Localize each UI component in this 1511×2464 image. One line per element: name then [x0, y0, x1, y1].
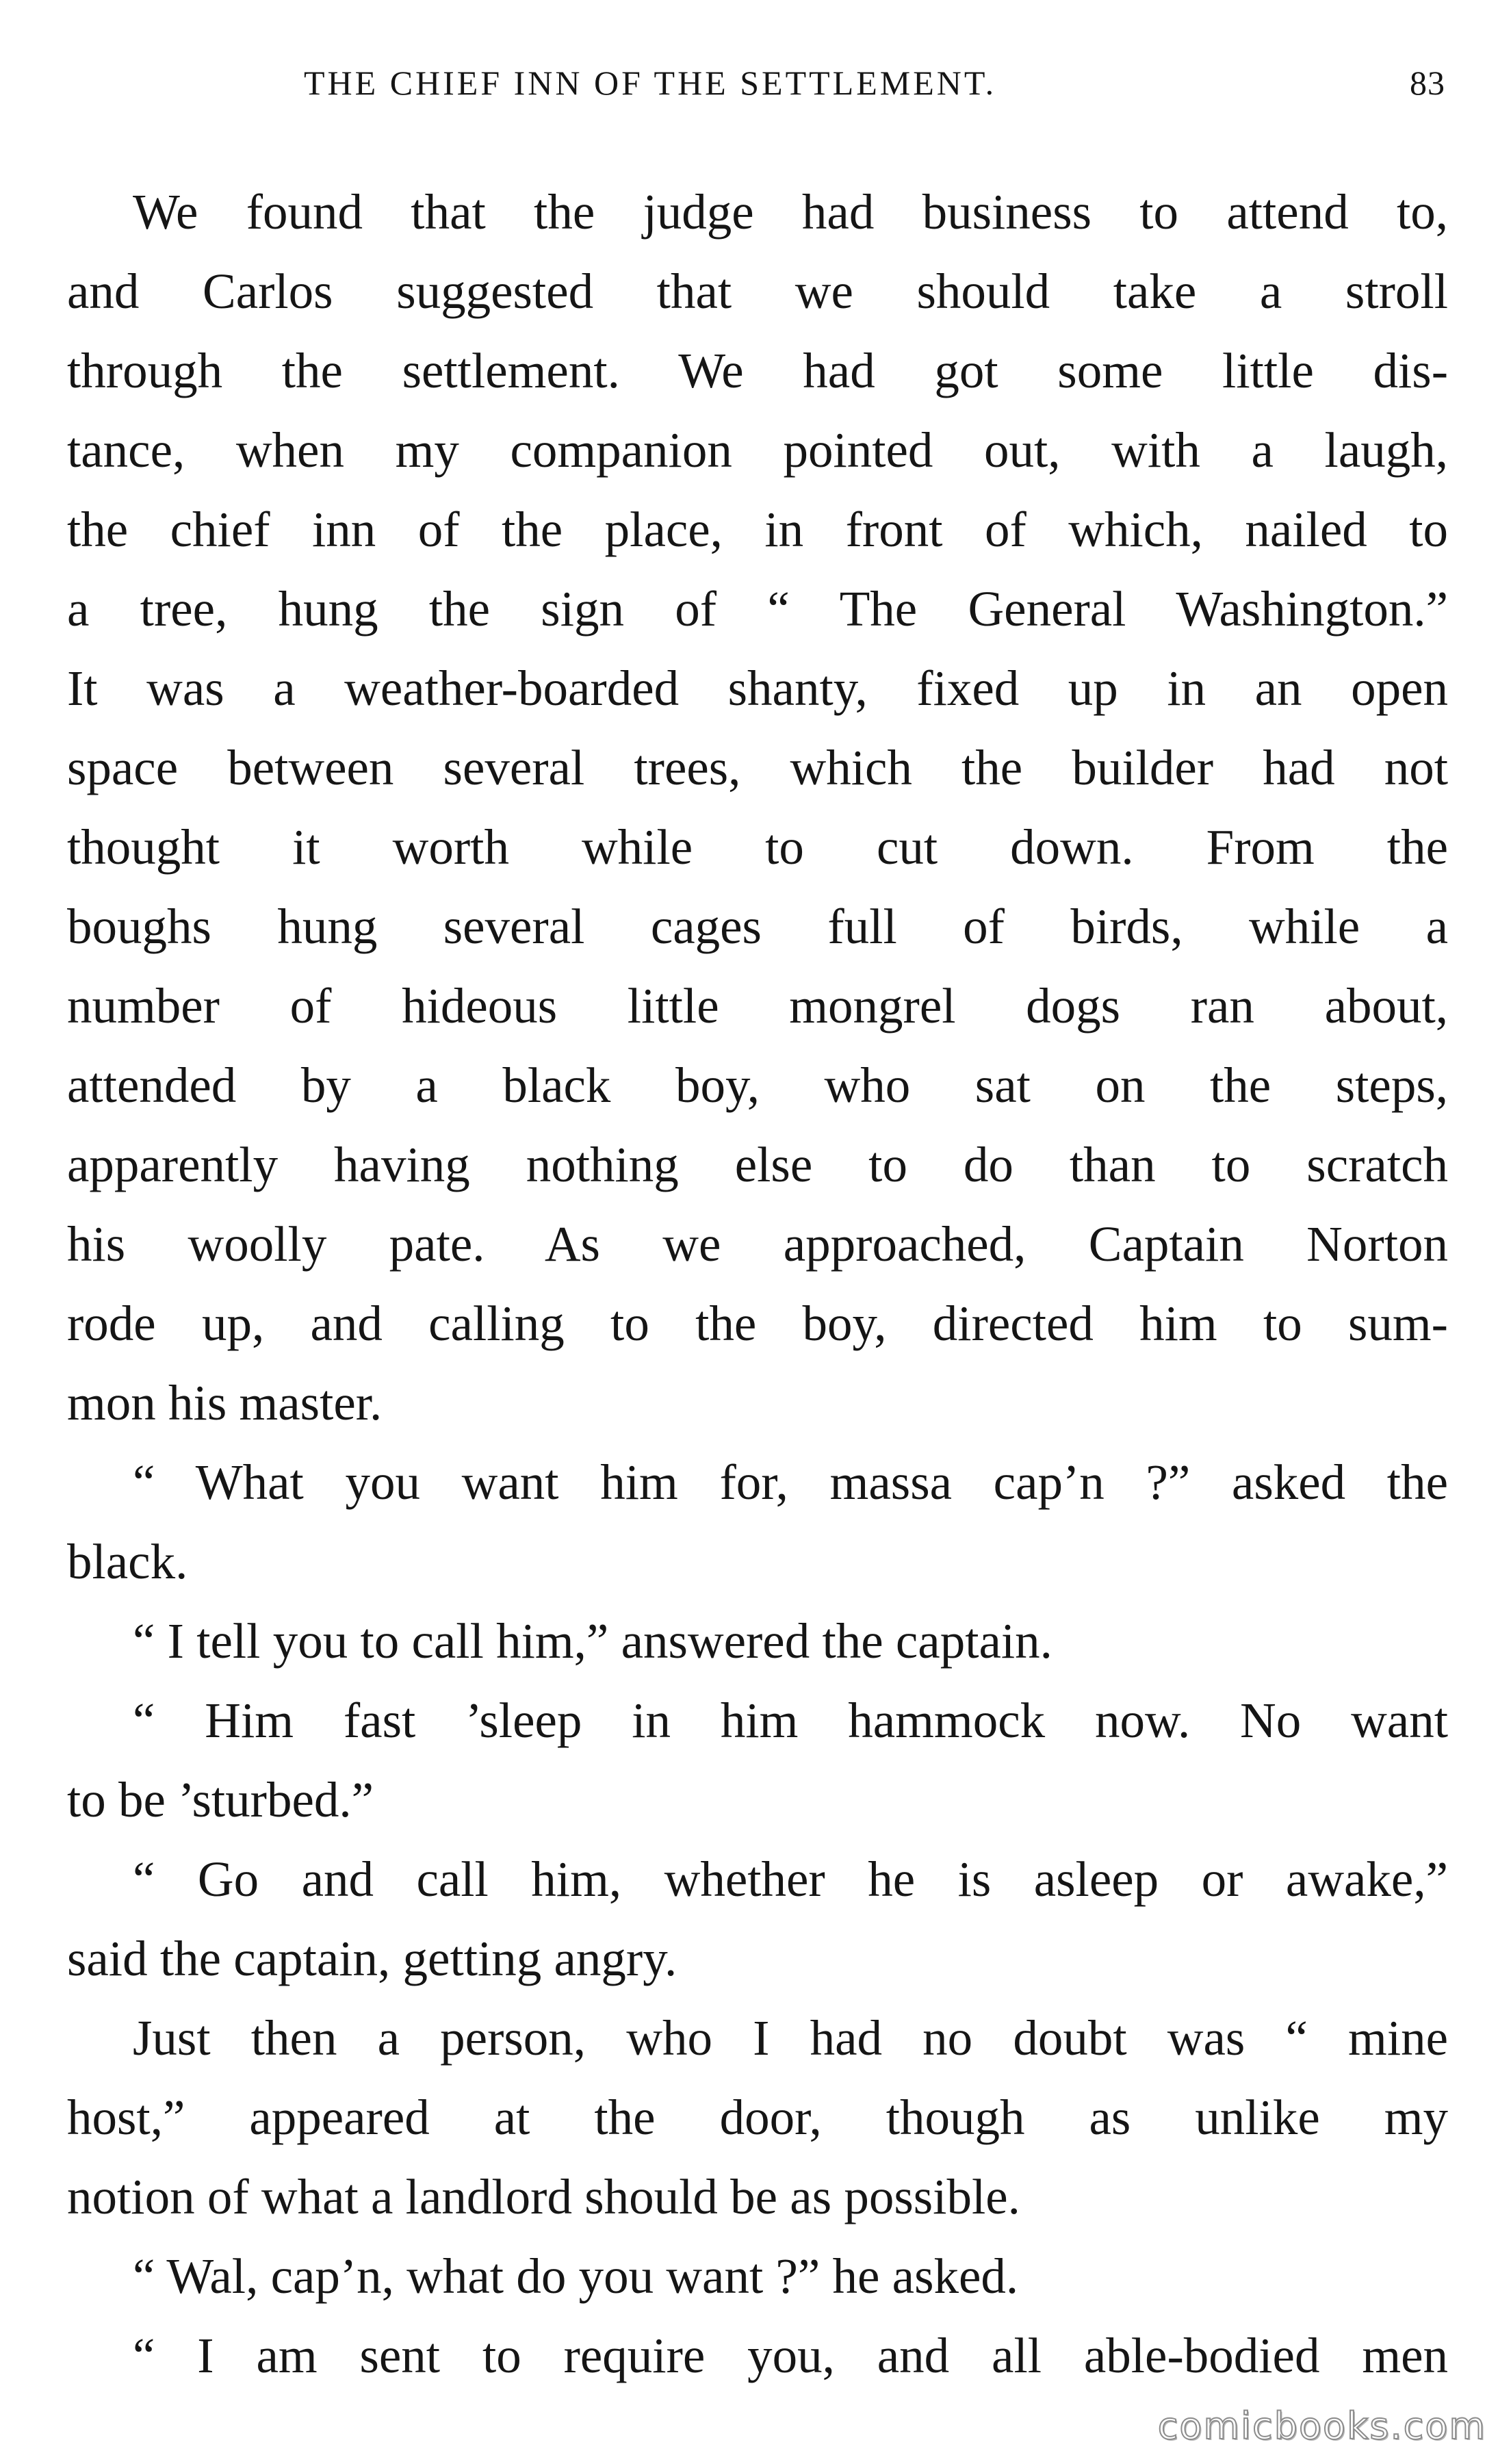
- text-line: notion of what a landlord should be as possible.: [67, 2169, 1020, 2224]
- text-line: attended by a black boy, who sat on the steps,: [67, 1057, 1448, 1113]
- text-line: a tree, hung the sign of “ The General Washington.”: [67, 581, 1448, 637]
- text-line: host,” appeared at the door, though as unlike my: [67, 2090, 1448, 2145]
- text-line: tance, when my companion pointed out, with a laugh,: [67, 422, 1448, 478]
- text-line: to be ’sturbed.”: [67, 1772, 374, 1827]
- running-header: [67, 63, 1445, 111]
- text-line: space between several trees, which the builder had not: [67, 740, 1448, 795]
- text-line: “ Him fast ’sleep in him hammock now. No want: [133, 1693, 1448, 1748]
- text-line: “ Go and call him, whether he is asleep or awake,”: [133, 1851, 1448, 1907]
- watermark-logo: comicbooks.com: [1157, 2404, 1486, 2448]
- text-line: number of hideous little mongrel dogs ran about,: [67, 978, 1448, 1034]
- text-line: through the settlement. We had got some little dis-: [67, 343, 1448, 398]
- chapter-running-title: THE CHIEF INN OF THE SETTLEMENT.: [304, 64, 997, 102]
- text-line: rode up, and calling to the boy, directed him to sum-: [67, 1296, 1448, 1351]
- page-number: 83: [1410, 64, 1445, 102]
- text-line: and Carlos suggested that we should take a stroll: [67, 264, 1448, 319]
- text-line: black.: [67, 1534, 188, 1589]
- text-line: “ I tell you to call him,” answered the captain.: [133, 1613, 1052, 1669]
- text-line: boughs hung several cages full of birds, while a: [67, 899, 1448, 954]
- text-line: “ Wal, cap’n, what do you want ?” he asked.: [133, 2248, 1019, 2304]
- text-line: mon his master.: [67, 1375, 383, 1430]
- text-line: his woolly pate. As we approached, Captain Norton: [67, 1216, 1448, 1272]
- text-line: thought it worth while to cut down. From the: [67, 819, 1448, 875]
- text-line: said the captain, getting angry.: [67, 1931, 677, 1986]
- text-line: We found that the judge had business to attend to,: [133, 184, 1448, 240]
- page-body-text: [67, 172, 1448, 2396]
- text-line: It was a weather-boarded shanty, fixed up in an open: [67, 660, 1448, 716]
- text-line: “ What you want him for, massa cap’n ?” asked the: [133, 1454, 1448, 1510]
- text-line: “ I am sent to require you, and all able-bodied men: [133, 2328, 1448, 2383]
- text-line: apparently having nothing else to do than to scratch: [67, 1137, 1448, 1192]
- text-line: Just then a person, who I had no doubt was “ mine: [133, 2010, 1448, 2066]
- text-line: the chief inn of the place, in front of which, nailed to: [67, 502, 1448, 557]
